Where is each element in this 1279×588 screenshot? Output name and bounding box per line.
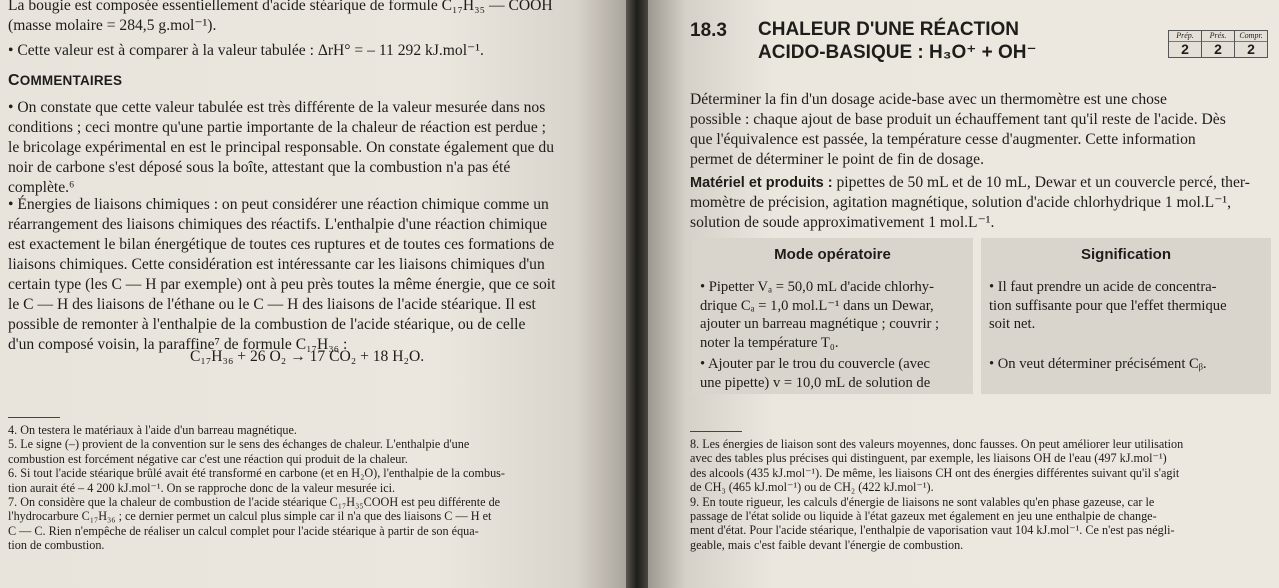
text-line: tion suffisante pour que l'effet thermique	[989, 297, 1227, 314]
text-line: (masse molaire = 284,5 g.mol⁻¹).	[8, 17, 217, 34]
footnote-rule	[690, 431, 742, 432]
table-header-procedure: Mode opératoire	[774, 246, 891, 263]
footnote-line: passage de l'état solide ou liquide à l'état gazeux met également en jeu une enthalpie de change-	[690, 509, 1157, 524]
footnote-line: de CH₃ (465 kJ.mol⁻¹) ou de CH₂ (422 kJ.mol⁻¹).	[690, 480, 934, 495]
badge-label: Prés.	[1202, 31, 1234, 42]
footnote-line: 7. On considère que la chaleur de combustion de l'acide stéarique C₁₇H₃₅COOH est peu différente de	[8, 495, 501, 510]
text-line: réarrangement des liaisons chimiques des réactifs. L'enthalpie d'une réaction chimique	[8, 216, 548, 233]
text-line: ajouter un barreau magnétique ; couvrir ;	[700, 316, 940, 332]
comments-heading-cap: C	[8, 72, 20, 89]
text-line: que l'équivalence est passée, la température cesse d'augmenter. Cette information	[690, 131, 1196, 148]
top-text	[8, 0, 608, 36]
text-line: • Ajouter par le trou du couvercle (avec	[700, 356, 930, 372]
text-line: Déterminer la fin d'un dosage acide-base avec un thermomètre est une chose	[690, 91, 1167, 108]
text-line: solution de soude approximativement 1 mol.L⁻¹.	[690, 214, 995, 231]
footnote-line: 8. Les énergies de liaison sont des valeurs moyennes, donc fausses. On peut améliorer leur utilisation	[690, 437, 1184, 451]
comments-heading-rest: OMMENTAIRES	[19, 73, 123, 88]
intro-paragraph	[690, 90, 1275, 170]
text-line: le C — H des liaisons de l'éthane ou le C — H des liaisons de l'acide stéarique. Il est	[8, 296, 536, 313]
footnote-line: tion de combustion.	[8, 538, 105, 553]
text-line: • Pipetter Vₐ = 50,0 mL d'acide chlorhy-	[700, 279, 934, 295]
footnote-line: C — C. Rien n'empêche de réaliser un calcul complet pour l'acide stéarique à partir de son équa-	[8, 523, 479, 538]
table-row1-procedure	[700, 278, 939, 352]
footnotes-right	[690, 437, 1275, 552]
text-line: La bougie est composée essentiellement d'acide stéarique de formule C₁₇H₃₅ — COOH	[8, 0, 553, 14]
footnote-line: combustion est forcément négative car c'est une réaction qui produit de la chaleur.	[8, 451, 408, 466]
badge-label: Compr.	[1235, 31, 1267, 42]
text-line: est exactement le bilan énergétique de toutes ces ruptures et de toutes ces formations de	[8, 236, 555, 253]
text-line: une pipette) v = 10,0 mL de solution de	[700, 374, 931, 391]
materials-label: Matériel et produits :	[690, 175, 833, 191]
badge-value: 2	[1247, 41, 1255, 57]
text-line: liaisons chimiques. Cette considération est intéressante car les liaisons chimiques d'un	[8, 256, 545, 273]
badge-value: 2	[1214, 41, 1222, 57]
table-header-meaning: Signification	[1081, 246, 1171, 263]
left-page	[0, 0, 626, 588]
text-line: • On constate que cette valeur tabulée est très différente de la valeur mesurée dans nos	[8, 99, 546, 116]
footnote-line: geable, mais c'est faible devant l'énergie de combustion.	[690, 537, 964, 552]
text-line: noter la température T₀.	[700, 334, 839, 351]
text-line: certain type (les C — H par exemple) ont à peu près toutes la même énergie, que ce soit	[8, 276, 556, 293]
footnote-line: des alcools (435 kJ.mol⁻¹). De même, les liaisons CH ont des énergies différentes suivant qu'il s'agit	[690, 465, 1180, 480]
right-page	[648, 0, 1279, 588]
title-line: CHALEUR D'UNE RÉACTION	[758, 19, 1020, 40]
title-line: ACIDO-BASIQUE : H₃O⁺ + OH⁻	[758, 42, 1037, 63]
footnote-line: avec des tables plus précises qui distinguent, par exemple, les liaisons OH de l'eau (497 kJ.mol⁻¹)	[690, 451, 1167, 466]
section-number: 18.3	[690, 20, 727, 41]
text-line	[690, 173, 1275, 193]
equation: C₁₇H₃₆ + 26 O₂ → 17 CO₂ + 18 H₂O.	[190, 348, 425, 365]
footnote-rule	[8, 417, 60, 418]
badge-pres	[1202, 31, 1235, 57]
paragraph-2	[8, 195, 608, 355]
badge-prep	[1169, 31, 1202, 57]
table-row1-meaning	[989, 278, 1227, 334]
difficulty-badges	[1168, 30, 1268, 58]
footnote-line: 4. On testera le matériaux à l'aide d'un barreau magnétique.	[8, 423, 297, 437]
text-line: possible : chaque ajout de base produit un échauffement tant qu'il reste de l'acide. Dès	[690, 111, 1226, 128]
footnote-line: tion aurait été – 4 200 kJ.mol⁻¹. On se rapproche donc de la valeur mesurée ici.	[8, 480, 396, 495]
text-line: • Énergies de liaisons chimiques : on peut considérer une réaction chimique comme un	[8, 196, 549, 213]
text-line: le bricolage expérimental en est le principal responsable. On constate également que du	[8, 139, 555, 156]
section-title	[758, 18, 1037, 64]
text-line: • Il faut prendre un acide de concentra-	[989, 279, 1217, 295]
text-line: momètre de précision, agitation magnétique, solution d'acide chlorhydrique 1 mol.L⁻¹,	[690, 194, 1231, 211]
badge-compr	[1235, 31, 1267, 57]
text-line: d'un composé voisin, la paraffine⁷ de formule C₁₇H₃₆ :	[8, 336, 348, 353]
footnote-line: l'hydrocarbure C₁₇H₃₆ ; ce dernier permet un calcul plus simple car il n'a que des liaisons C — H et	[8, 509, 492, 524]
text-line: complète.⁶	[8, 179, 75, 196]
text-line: • On veut déterminer précisément Cᵦ.	[989, 356, 1207, 372]
table-row2-meaning	[989, 355, 1207, 374]
footnote-line: 6. Si tout l'acide stéarique brûlé avait été transformé en carbone (et en H₂O), l'enthalpie de la combus-	[8, 466, 505, 481]
text-line: permet de déterminer le point de fin de dosage.	[690, 151, 985, 168]
footnote-line: 5. Le signe (–) provient de la convention sur le sens des échanges de chaleur. L'enthalpie d'une	[8, 437, 470, 452]
footnote-line: 9. En toute rigueur, les calculs d'énergie de liaisons ne sont valables qu'en phase gazeuse, car le	[690, 494, 1155, 509]
text-line: drique Cₐ = 1,0 mol.L⁻¹ dans un Dewar,	[700, 297, 934, 314]
footnotes-left	[8, 423, 608, 553]
badge-value: 2	[1181, 41, 1189, 57]
text-line: soit net.	[989, 316, 1036, 332]
footnote-line: ment d'état. Pour l'acide stéarique, l'enthalpie de vaporisation vaut 104 kJ.mol⁻¹. Ce n'est pas négli-	[690, 523, 1175, 538]
materials-paragraph	[690, 173, 1275, 233]
table-row2-procedure	[700, 355, 930, 392]
comments-heading	[8, 72, 122, 90]
materials-text: pipettes de 50 mL et de 10 mL, Dewar et un couvercle percé, ther-	[832, 174, 1250, 191]
text-line: conditions ; ceci montre qu'une partie importante de la chaleur de réaction est perdue ;	[8, 119, 546, 136]
paragraph-1	[8, 98, 608, 198]
text-line: possible de remonter à l'enthalpie de la combustion de l'acide stéarique, ou de celle	[8, 316, 526, 333]
book-gutter	[626, 0, 648, 588]
text-line: noir de carbone s'est déposé sous la boîte, attestant que la combustion n'a pas été	[8, 159, 511, 176]
badge-label: Prép.	[1169, 31, 1201, 42]
bullet-compare: • Cette valeur est à comparer à la valeur tabulée : ΔrH° = – 11 292 kJ.mol⁻¹.	[8, 42, 484, 59]
